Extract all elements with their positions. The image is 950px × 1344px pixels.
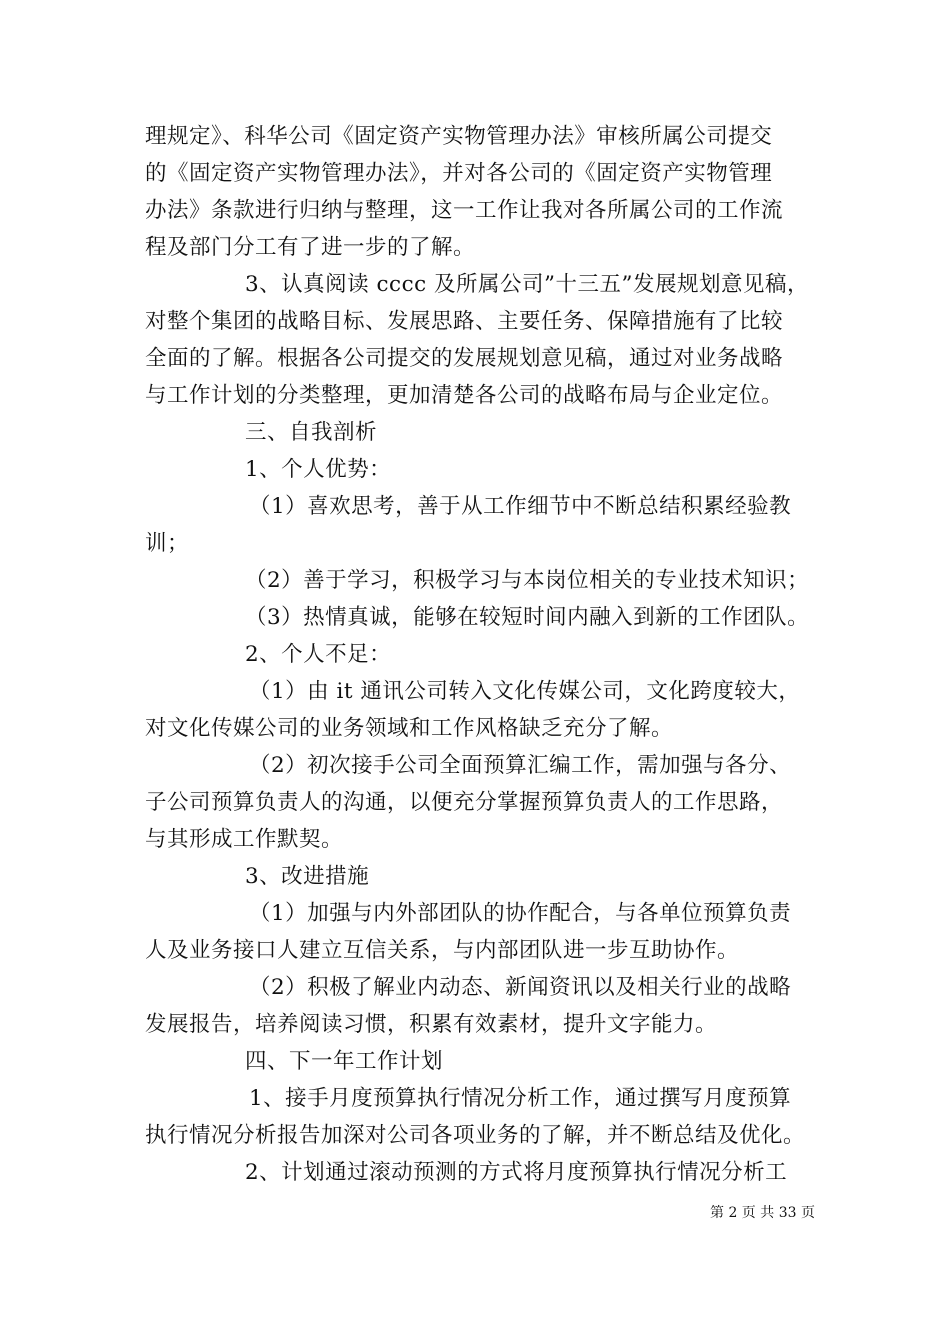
body-text-line: 办法》条款进行归纳与整理，这一工作让我对各所属公司的工作流 (145, 198, 784, 223)
body-text-line: 程及部门分工有了进一步的了解。 (145, 235, 476, 260)
subsection-heading: 1、个人优势： (245, 457, 392, 482)
section-heading: 三、自我剖析 (245, 420, 378, 445)
body-text-line: 人及业务接口人建立互信关系，与内部团队进一步互助协作。 (145, 938, 740, 963)
body-text-line: 全面的了解。根据各公司提交的发展规划意见稿，通过对业务战略 (145, 346, 784, 371)
body-text-line: 2、计划通过滚动预测的方式将月度预算执行情况分析工 (245, 1160, 788, 1185)
body-text-line: 理规定》、科华公司《固定资产实物管理办法》审核所属公司提交 (145, 124, 773, 149)
page-number-footer: 第 2 页 共 33 页 (710, 1205, 815, 1221)
body-text-line: 发展报告，培养阅读习惯，积累有效素材，提升文字能力。 (145, 1012, 718, 1037)
body-text-line: 与其形成工作默契。 (145, 827, 344, 852)
body-text-line: （1）由 it 通讯公司转入文化传媒公司，文化跨度较大， (249, 679, 801, 704)
body-text-line: 与工作计划的分类整理，更加清楚各公司的战略布局与企业定位。 (145, 383, 784, 408)
body-text-line: （2）积极了解业内动态、新闻资讯以及相关行业的战略 (249, 975, 792, 1000)
body-text-line: （1）喜欢思考，善于从工作细节中不断总结积累经验教 (249, 494, 792, 519)
body-text-line: （3）热情真诚，能够在较短时间内融入到新的工作团队。 (245, 605, 810, 630)
subsection-heading: 3、改进措施 (245, 864, 370, 889)
body-text-line: 子公司预算负责人的沟通，以便充分掌握预算负责人的工作思路， (145, 790, 784, 815)
body-text-line: （1）加强与内外部团队的协作配合，与各单位预算负责 (249, 901, 792, 926)
body-text-line: 的《固定资产实物管理办法》，并对各公司的《固定资产实物管理 (145, 161, 773, 186)
body-text-line: 对文化传媒公司的业务领域和工作风格缺乏充分了解。 (145, 716, 674, 741)
body-text-line: （2）初次接手公司全面预算汇编工作，需加强与各分、 (249, 753, 792, 778)
body-text-line: 执行情况分析报告加深对公司各项业务的了解，并不断总结及优化。 (145, 1123, 806, 1148)
body-text-line: 3、认真阅读 cccc 及所属公司”十三五”发展规划意见稿， (245, 272, 809, 297)
body-text-line: 训； (145, 531, 190, 556)
body-text-line: 1、接手月度预算执行情况分析工作，通过撰写月度预算 (249, 1086, 792, 1111)
body-text-line: （2）善于学习，积极学习与本岗位相关的专业技术知识； (245, 568, 810, 593)
body-text-line: 对整个集团的战略目标、发展思路、主要任务、保障措施有了比较 (145, 309, 784, 334)
section-heading: 四、下一年工作计划 (245, 1049, 444, 1074)
subsection-heading: 2、个人不足： (245, 642, 392, 667)
